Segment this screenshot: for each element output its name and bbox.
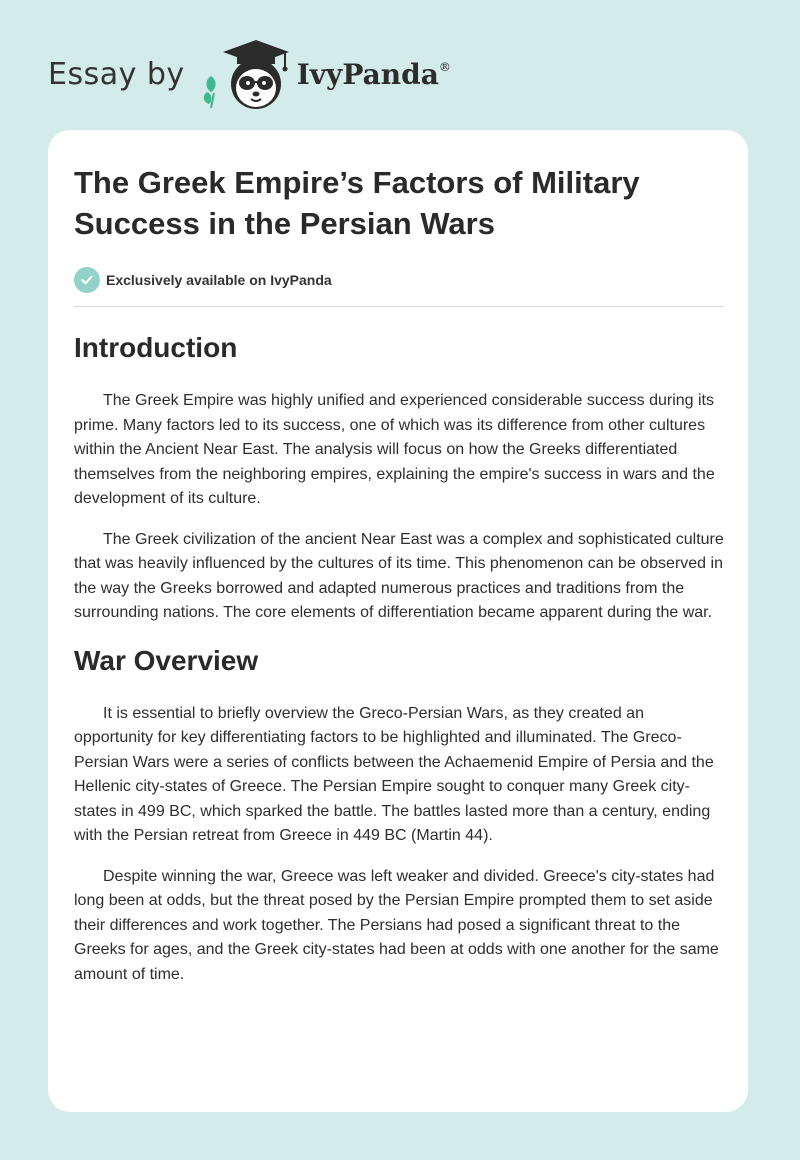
essay-card — [48, 130, 748, 1112]
ivy-leaf-icon — [203, 76, 215, 108]
paragraph: Despite winning the war, Greece was left weaker and divided. Greece's city-states had long been at odds, but the threat posed by the Persian Empire prompted them to set aside their differences and work together. The Persians had posed a significant threat to the Greeks for ages, and the Greek city-states had been at odds with one another for the same amount of time. — [74, 867, 719, 983]
panda-logo-icon[interactable] — [201, 36, 291, 112]
registered-mark: ® — [438, 59, 451, 74]
paragraph: The Greek civilization of the ancient Near East was a complex and sophisticated culture that was heavily influenced by the cultures of its time. This phenomenon can be observed in the way the Greeks borrowed and adapted numerous practices and traditions from the surrounding nations. The core elements of differentiation became apparent during the war. — [74, 530, 724, 621]
section-heading-war-overview: War Overview — [74, 644, 259, 676]
section-heading-introduction: Introduction — [74, 332, 238, 363]
essay-by-label: Essay by — [48, 56, 185, 92]
check-circle-icon — [74, 267, 100, 293]
brand-text: IvyPanda — [296, 57, 439, 91]
exclusive-badge — [74, 266, 724, 294]
paragraph: The Greek Empire was highly unified and experienced considerable success during its prime. Many factors led to its success, one of which was its difference from other cultures within the Ancient Near East. The analysis will focus on how the Greeks differentiated themselves from the neighboring empires, explaining the empire's success in wars and the development of its culture. — [74, 392, 715, 507]
essay-content — [74, 162, 724, 987]
paragraph: It is essential to briefly overview the Greco-Persian Wars, as they created an opportunity for key differentiating factors to be highlighted and illuminated. The Greco-Persian Wars were a series of conflicts between the Achaemenid Empire of Persia and the Hellenic city-states of Greece. The Persian Empire sought to conquer many Greek city-states in 499 BC, which sparked the battle. The battles lasted more than a century, ending with the Persian retreat from Greece in 449 BC (Martin 44). — [74, 704, 714, 844]
page-title: The Greek Empire’s Factors of Military Success in the Persian Wars — [74, 165, 640, 241]
brand-name[interactable] — [297, 58, 451, 91]
site-header — [48, 34, 548, 114]
divider — [74, 306, 724, 307]
exclusive-badge-label: Exclusively available on IvyPanda — [106, 272, 332, 288]
